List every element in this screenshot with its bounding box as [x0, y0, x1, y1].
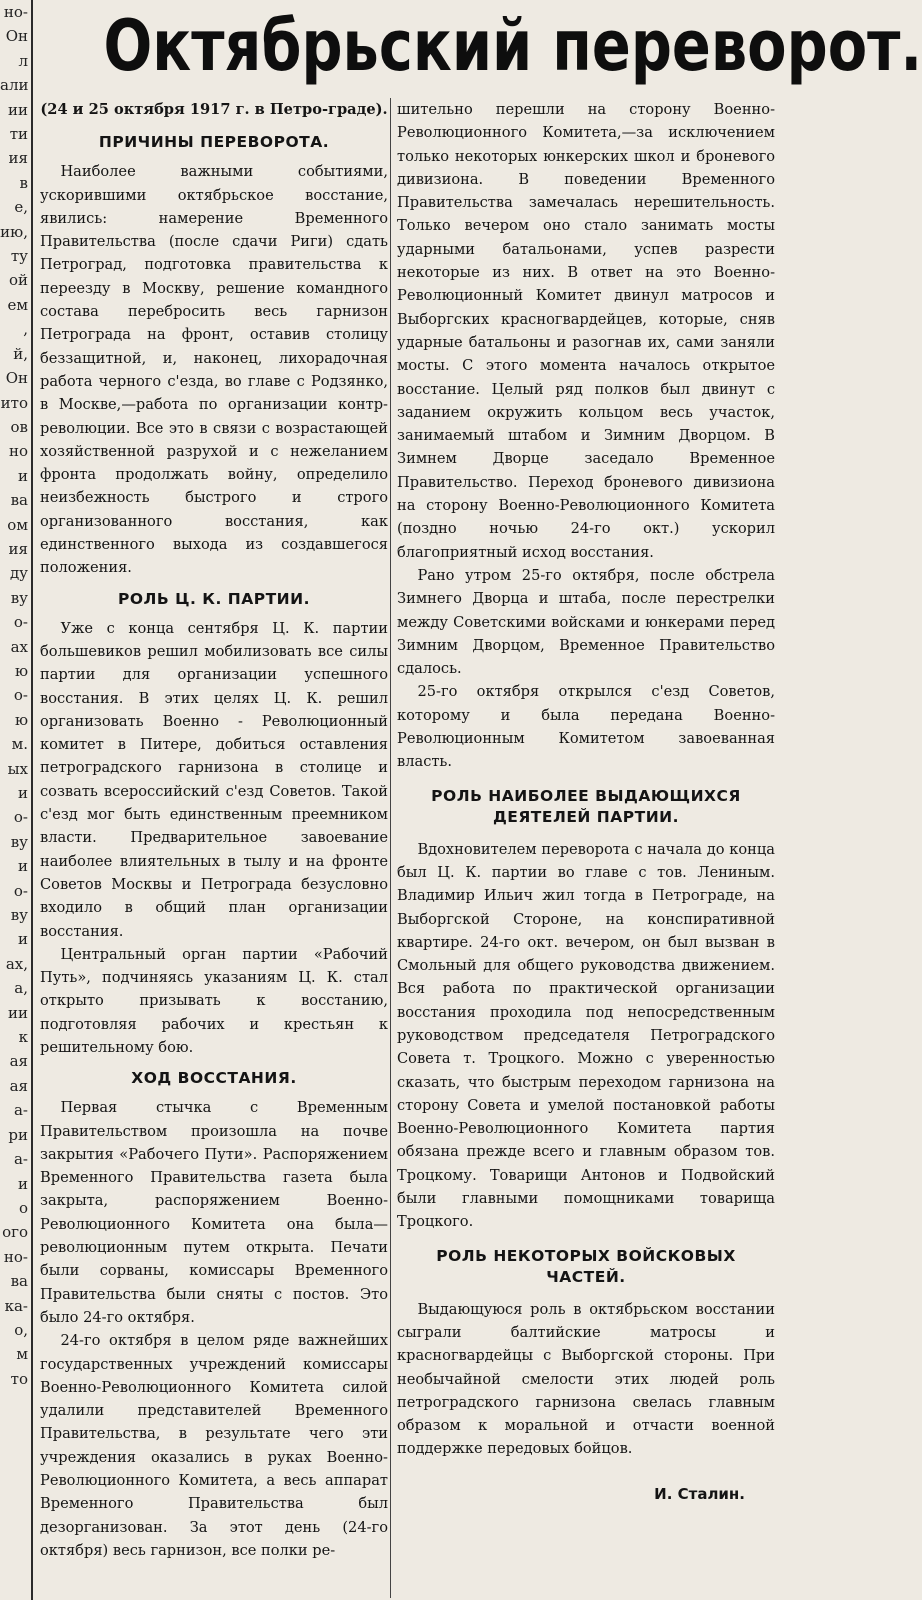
fringe-fragment: ии	[8, 100, 28, 119]
fringe-fragment: ой	[8, 271, 28, 290]
fringe-fragment: ва	[10, 1272, 28, 1291]
section-title-uprising-course: ХОД ВОССТАНИЯ.	[131, 1069, 297, 1088]
fringe-fragment: ая	[9, 1052, 28, 1071]
fringe-fragment: ту	[10, 247, 28, 266]
fringe-fragment: и	[18, 466, 28, 485]
column-rule-left	[31, 0, 33, 1600]
fringe-fragment: ах	[10, 637, 28, 656]
fringe-fragment: м.	[11, 735, 28, 754]
section-title-causes: ПРИЧИНЫ ПЕРЕВОРОТА.	[98, 133, 330, 152]
paragraph: Первая стычка с Временным Правительством произошла на почве закрытия «Рабочего Пути». Распоряжением Временного Правительства газета была закрыта, распоряжением Военно-Революционного Комитета она была—революционным путем открыта. Печати были сорваны, комиссары Временного Правительства были сняты с постов. Это было 24-го октября.	[40, 1099, 388, 1326]
fringe-fragment: ия	[8, 149, 28, 168]
fringe-fragment: ых	[7, 759, 28, 778]
paragraph: Вдохновителем переворота с начала до конца был Ц. К. партии во главе с тов. Лениным. Владимир Ильич жил тогда в Петрограде, на Выборгской Стороне, на конспиративной квартире. 24-го окт. вечером, он был вызван в Смольный для общего руководства движением. Вся работа по практической организации восстания проходила под непосредственным руководством председателя Петроградского Совета т. Троцкого. Можно с уверенностью сказать, что быстрым переходом гарнизона на сторону Совета и умелой постановкой работы Военно-Революционного Комитета партия обязана прежде всего и главным образом тов. Троцкому. Товарищи Антонов и Подвойский были главными помощниками товарища Троцкого.	[397, 840, 775, 1231]
article-column-1	[40, 98, 388, 1562]
paragraph: 25-го октября открылся с'езд Советов, которому и была передана Военно-Революционным Комитетом завоеванная власть.	[397, 683, 775, 771]
fringe-fragment: и	[18, 930, 28, 949]
fringe-fragment: о-	[13, 881, 28, 900]
fringe-fragment: ю	[14, 710, 28, 729]
fringe-fragment: ву	[10, 588, 28, 607]
fringe-fragment: ву	[10, 906, 28, 925]
fringe-fragment: ов	[10, 417, 28, 436]
paragraph: 24-го октября в целом ряде важнейших государственных учреждений комиссары Военно-Революционного Комитета силой удалили представителей Временного Правительства, в результате чего эти учреждения оказались в руках Военно-Революционного Комитета, а весь аппарат Временного Правительства был дезорганизован. За этот день (24-го октября) весь гарнизон, все полки ре-	[40, 1332, 388, 1559]
fringe-fragment: ого	[2, 1223, 28, 1242]
paragraph: Наиболее важными событиями, ускорившими октябрьское восстание, явились: намерение Временного Правительства (после сдачи Риги) сдать Петроград, подготовка правительства к переезду в Москву, решение командного состава перебросить весь гарнизон Петрограда на фронт, оставив столицу беззащитной, и, наконец, лихорадочная работа черного с'езда, во главе с Родзянко, в Москве,—работа по организации контр-революции. Все это в связи с возрастающей хозяйственной разрухой и с нежеланием фронта продолжать войну, определило неизбежность быстрого и строго организованного восстания, как единственного выхода из создавшегося положения.	[40, 163, 388, 577]
fringe-fragment: л	[18, 51, 28, 70]
fringe-fragment: и	[18, 1174, 28, 1193]
fringe-fragment: й,	[13, 344, 28, 363]
fringe-fragment: ия	[8, 539, 28, 558]
fringe-fragment: м	[16, 1345, 28, 1364]
fringe-fragment: к	[18, 1028, 28, 1047]
dateline: (24 и 25 октября 1917 г. в Петро-граде).	[40, 101, 388, 118]
adjacent-column-fringe	[0, 0, 30, 1600]
paragraph: Рано утром 25-го октября, после обстрела Зимнего Дворца и штаба, после перестрелки между Советскими войсками и юнкерами перед Зимним Дворцом, Временное Правительство сдалось.	[397, 566, 775, 678]
fringe-fragment: но	[8, 442, 28, 461]
fringe-fragment: ии	[8, 1003, 28, 1022]
fringe-fragment: ри	[8, 1125, 28, 1144]
fringe-fragment: в	[19, 173, 28, 192]
fringe-fragment: али	[0, 76, 29, 95]
fringe-fragment: а,	[14, 979, 28, 998]
fringe-fragment: ем	[7, 295, 28, 314]
fringe-fragment: ву	[10, 832, 28, 851]
fringe-fragment: ,	[23, 320, 28, 339]
paragraph: Центральный орган партии «Рабочий Путь», подчиняясь указаниям Ц. К. стал открыто призывать к восстанию, подготовляя рабочих и крестьян к решительному бою.	[40, 945, 388, 1056]
fringe-fragment: ти	[9, 125, 28, 144]
fringe-fragment: ва	[10, 491, 28, 510]
section-title-cc-role: РОЛЬ Ц. К. ПАРТИИ.	[118, 589, 310, 608]
fringe-fragment: и	[18, 857, 28, 876]
fringe-fragment: е,	[14, 198, 28, 217]
fringe-fragment: ом	[7, 515, 28, 534]
fringe-fragment: но-	[3, 1247, 28, 1266]
fringe-fragment: о-	[13, 613, 28, 632]
section-title-military-units-role: РОЛЬ НЕКОТОРЫХ ВОЙСКОВЫХ ЧАСТЕЙ.	[436, 1246, 736, 1286]
fringe-fragment: Он	[5, 27, 28, 46]
fringe-fragment: то	[10, 1369, 28, 1388]
fringe-fragment: ду	[9, 564, 28, 583]
fringe-fragment: о	[18, 1198, 28, 1217]
column-rule-middle	[390, 98, 391, 1598]
fringe-fragment: и	[18, 784, 28, 802]
paragraph: Уже с конца сентября Ц. К. партии большевиков решил мобилизовать все силы партии для организации успешного восстания. В этих целях Ц. К. решил организовать Военно - Революционный комитет в Питере, добиться оставления петроградского гарнизона в столице и созвать всероссийский с'езд Советов. Такой с'езд мог быть единственным преемником власти. Предварительное завоевание наиболее влиятельных в тылу и на фронте Советов Москвы и Петрограда безусловно входило в общий план организации восстания.	[40, 619, 388, 940]
paragraph: Выдающуюся роль в октябрьском восстании сыграли балтийские матросы и красногвардейцы с Выборгской стороны. При необычайной смелости этих людей роль петроградского гарнизона свелась главным образом к моральной и отчасти военной поддержке передовых бойцов.	[397, 1300, 775, 1458]
fringe-fragment: ая	[9, 1076, 28, 1095]
fringe-fragment: ию,	[0, 222, 28, 241]
author-signature: И. Сталин.	[654, 1484, 745, 1503]
paragraph: шительно перешли на сторону Военно-Революционного Комитета,—за исключением только некоторых юнкерских школ и броневого дивизиона. В поведении Временного Правительства замечалась нерешительность. Только вечером оно стало занимать мосты ударными батальонами, успев разрести некоторые из них. В ответ на это Военно-Революционный Комитет двинул матросов и Выборгских красногвардейцев, которые, сняв ударные батальоны и разогнав их, сами заняли мосты. С этого момента началось открытое восстание. Целый ряд полков был двинут с заданием окружить кольцом весь участок, занимаемый штабом и Зимним Дворцом. В Зимнем Дворце заседало Временное Правительство. Переход броневого дивизиона на сторону Военно-Революционного Комитета (поздно ночью 24-го окт.) ускорил благоприятный исход восстания.	[397, 101, 775, 561]
fringe-fragment: а-	[13, 1150, 28, 1169]
fringe-fragment: о-	[13, 686, 28, 705]
fringe-fragment: но-	[3, 3, 28, 21]
fringe-fragment: Он	[5, 369, 28, 388]
headline: Октябрьский переворот.	[103, 5, 922, 87]
fringe-fragment: ах,	[5, 954, 28, 973]
fringe-fragment: ито	[0, 393, 28, 412]
fringe-fragment: ю	[14, 661, 28, 680]
fringe-fragment: о-	[13, 808, 28, 827]
article-column-2	[397, 98, 775, 1506]
fringe-fragment: а-	[13, 1101, 28, 1120]
section-title-leaders-role: РОЛЬ НАИБОЛЕЕ ВЫДАЮЩИХСЯ ДЕЯТЕЛЕЙ ПАРТИИ.	[431, 786, 741, 826]
fringe-fragment: о,	[14, 1320, 28, 1339]
fringe-fragment: ка-	[4, 1296, 28, 1315]
